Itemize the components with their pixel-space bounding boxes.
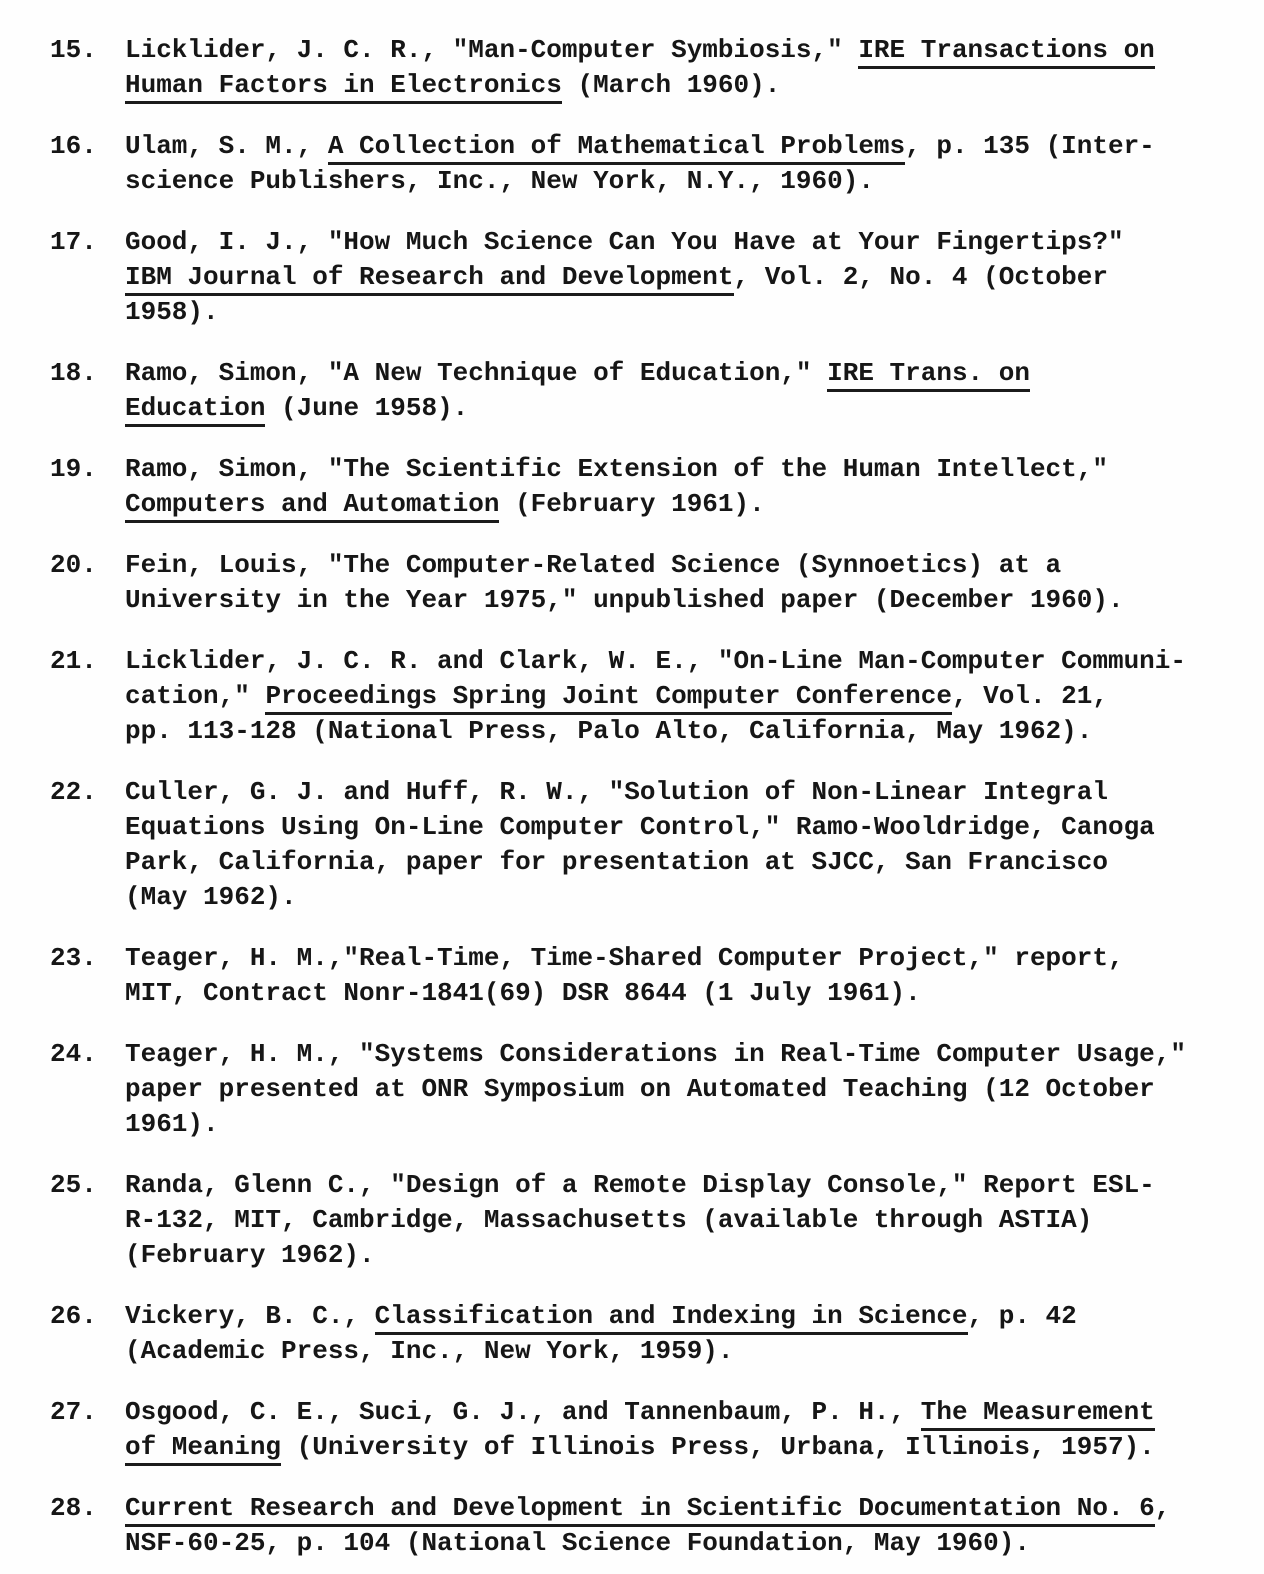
- underlined-title: IBM Journal of Research and Development: [125, 262, 734, 296]
- reference-item: [50, 644, 1254, 749]
- reference-line: [125, 1037, 1254, 1072]
- reference-number: 19.: [50, 454, 97, 484]
- reference-text: cation,": [125, 681, 266, 711]
- reference-number: 27.: [50, 1397, 97, 1427]
- underlined-title: Current Research and Development in Scientific Documentation No. 6: [125, 1493, 1155, 1527]
- reference-number: 28.: [50, 1493, 97, 1523]
- reference-line: [125, 391, 1254, 426]
- underlined-title: The Measurement: [921, 1397, 1155, 1431]
- reference-text: (June 1958).: [265, 393, 469, 423]
- reference-text: ,: [1154, 1493, 1171, 1523]
- reference-body: [125, 941, 1254, 1011]
- reference-item: [50, 1395, 1254, 1465]
- reference-body: [125, 356, 1254, 426]
- reference-text: (University of Illinois Press, Urbana, Illinois, 1957).: [281, 1432, 1155, 1462]
- reference-line: [125, 487, 1254, 522]
- reference-line: [125, 1395, 1254, 1430]
- reference-item: [50, 452, 1254, 522]
- underlined-title: IRE Trans. on: [827, 358, 1030, 392]
- reference-item: [50, 1168, 1254, 1273]
- reference-line: [125, 1203, 1254, 1238]
- reference-line: [125, 810, 1254, 845]
- reference-line: [125, 295, 1254, 330]
- reference-text: , p. 135 (Inter-: [905, 131, 1155, 161]
- reference-item: [50, 775, 1254, 915]
- reference-text: Randa, Glenn C., "Design of a Remote Display Console," Report ESL-: [125, 1170, 1155, 1200]
- reference-line: [125, 941, 1254, 976]
- reference-text: NSF-60-25, p. 104 (National Science Foundation, May 1960).: [125, 1528, 1030, 1558]
- underlined-title: Human Factors in Electronics: [125, 70, 562, 104]
- reference-item: [50, 1299, 1254, 1369]
- reference-body: [125, 1168, 1254, 1273]
- reference-line: [125, 225, 1254, 260]
- reference-body: [125, 1299, 1254, 1369]
- underlined-title: Education: [125, 393, 265, 427]
- reference-text: (February 1962).: [125, 1240, 375, 1270]
- reference-item: [50, 356, 1254, 426]
- reference-text: 1958).: [125, 297, 219, 327]
- reference-text: , Vol. 2, No. 4 (October: [733, 262, 1108, 292]
- underlined-title: Classification and Indexing in Science: [375, 1301, 968, 1335]
- reference-number: 24.: [50, 1039, 97, 1069]
- reference-line: [125, 976, 1254, 1011]
- reference-text: 1961).: [125, 1109, 219, 1139]
- reference-item: [50, 225, 1254, 330]
- references-list: [50, 33, 1254, 1561]
- reference-text: Equations Using On-Line Computer Control," Ramo-Wooldridge, Canoga: [125, 812, 1155, 842]
- reference-number: 23.: [50, 943, 97, 973]
- reference-line: [125, 1430, 1254, 1465]
- reference-text: Teager, H. M., "Systems Considerations in Real-Time Computer Usage,": [125, 1039, 1186, 1069]
- reference-text: Ramo, Simon, "The Scientific Extension of the Human Intellect,": [125, 454, 1108, 484]
- reference-body: [125, 775, 1254, 915]
- reference-text: (Academic Press, Inc., New York, 1959).: [125, 1336, 734, 1366]
- reference-body: [125, 548, 1254, 618]
- reference-item: [50, 1491, 1254, 1561]
- reference-line: [125, 583, 1254, 618]
- reference-line: [125, 845, 1254, 880]
- reference-text: Ramo, Simon, "A New Technique of Education,": [125, 358, 828, 388]
- reference-line: [125, 1238, 1254, 1273]
- reference-number: 26.: [50, 1301, 97, 1331]
- reference-line: [125, 714, 1254, 749]
- reference-text: , Vol. 21,: [951, 681, 1108, 711]
- reference-line: [125, 260, 1254, 295]
- reference-line: [125, 1072, 1254, 1107]
- reference-body: [125, 129, 1254, 199]
- reference-text: Licklider, J. C. R., "Man-Computer Symbiosis,": [125, 35, 859, 65]
- reference-text: , p. 42: [967, 1301, 1077, 1331]
- reference-text: (March 1960).: [561, 70, 781, 100]
- reference-text: Good, I. J., "How Much Science Can You Have at Your Fingertips?": [125, 227, 1124, 257]
- reference-body: [125, 225, 1254, 330]
- reference-text: (February 1961).: [499, 489, 765, 519]
- reference-line: [125, 1491, 1254, 1526]
- reference-body: [125, 644, 1254, 749]
- reference-body: [125, 33, 1254, 103]
- reference-text: University in the Year 1975," unpublished paper (December 1960).: [125, 585, 1124, 615]
- reference-text: R-132, MIT, Cambridge, Massachusetts (available through ASTIA): [125, 1205, 1093, 1235]
- reference-text: Osgood, C. E., Suci, G. J., and Tannenbaum, P. H.,: [125, 1397, 921, 1427]
- reference-body: [125, 452, 1254, 522]
- reference-line: [125, 1299, 1254, 1334]
- reference-number: 25.: [50, 1170, 97, 1200]
- reference-line: [125, 548, 1254, 583]
- reference-line: [125, 129, 1254, 164]
- reference-body: [125, 1037, 1254, 1142]
- underlined-title: Proceedings Spring Joint Computer Conference: [265, 681, 952, 715]
- reference-line: [125, 880, 1254, 915]
- underlined-title: A Collection of Mathematical Problems: [328, 131, 905, 165]
- reference-text: Licklider, J. C. R. and Clark, W. E., "On-Line Man-Computer Communi-: [125, 646, 1186, 676]
- underlined-title: Computers and Automation: [125, 489, 499, 523]
- reference-line: [125, 679, 1254, 714]
- reference-body: [125, 1491, 1254, 1561]
- reference-number: 18.: [50, 358, 97, 388]
- reference-line: [125, 1334, 1254, 1369]
- reference-number: 15.: [50, 35, 97, 65]
- reference-line: [125, 775, 1254, 810]
- reference-line: [125, 1168, 1254, 1203]
- reference-line: [125, 1526, 1254, 1561]
- reference-item: [50, 1037, 1254, 1142]
- reference-body: [125, 1395, 1254, 1465]
- reference-number: 17.: [50, 227, 97, 257]
- reference-text: paper presented at ONR Symposium on Automated Teaching (12 October: [125, 1074, 1155, 1104]
- reference-line: [125, 68, 1254, 103]
- reference-item: [50, 33, 1254, 103]
- reference-text: Culler, G. J. and Huff, R. W., "Solution of Non-Linear Integral: [125, 777, 1108, 807]
- reference-text: MIT, Contract Nonr-1841(69) DSR 8644 (1 July 1961).: [125, 978, 921, 1008]
- reference-line: [125, 356, 1254, 391]
- reference-item: [50, 941, 1254, 1011]
- reference-text: (May 1962).: [125, 882, 297, 912]
- reference-text: pp. 113-128 (National Press, Palo Alto, California, May 1962).: [125, 716, 1093, 746]
- reference-line: [125, 452, 1254, 487]
- reference-text: Park, California, paper for presentation at SJCC, San Francisco: [125, 847, 1108, 877]
- reference-line: [125, 164, 1254, 199]
- underlined-title: IRE Transactions on: [858, 35, 1154, 69]
- reference-text: Fein, Louis, "The Computer-Related Science (Synnoetics) at a: [125, 550, 1062, 580]
- reference-number: 20.: [50, 550, 97, 580]
- reference-number: 16.: [50, 131, 97, 161]
- underlined-title: of Meaning: [125, 1432, 281, 1466]
- reference-text: Vickery, B. C.,: [125, 1301, 375, 1331]
- reference-number: 21.: [50, 646, 97, 676]
- reference-text: Teager, H. M.,"Real-Time, Time-Shared Computer Project," report,: [125, 943, 1124, 973]
- reference-item: [50, 548, 1254, 618]
- reference-number: 22.: [50, 777, 97, 807]
- reference-item: [50, 129, 1254, 199]
- reference-line: [125, 33, 1254, 68]
- reference-text: Ulam, S. M.,: [125, 131, 328, 161]
- reference-text: science Publishers, Inc., New York, N.Y., 1960).: [125, 166, 874, 196]
- reference-line: [125, 1107, 1254, 1142]
- reference-line: [125, 644, 1254, 679]
